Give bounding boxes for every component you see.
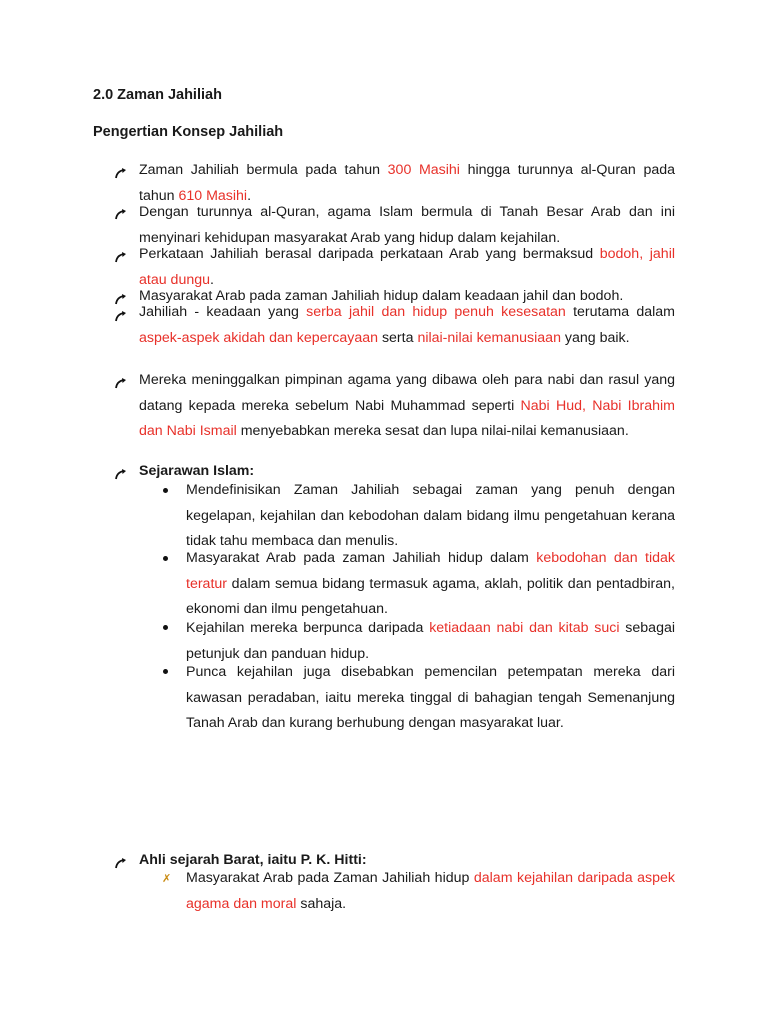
text-run: Zaman Jahiliah bermula pada tahun: [139, 162, 388, 178]
curved-arrow-icon: [114, 856, 128, 870]
text-run: serta: [378, 329, 418, 346]
text-run: dalam semua bidang termasuk agama, aklah, politik dan pentadbiran, ekonomi dan ilmu pengetahuan.: [186, 575, 675, 617]
text-run: .: [247, 187, 252, 204]
sub-list-item: [186, 478, 675, 555]
text-run: hingga turunnya al-Quran pada tahun: [139, 162, 675, 204]
text-run: menyebabkan mereka sesat dan lupa nilai-nilai kemanusiaan.: [236, 423, 629, 439]
text-run: terutama dalam: [565, 304, 676, 320]
text-run: .: [210, 271, 214, 288]
curved-arrow-icon: [114, 207, 128, 221]
highlighted-text: ketiadaan nabi dan kitab suci: [429, 620, 620, 636]
curved-arrow-icon: [114, 292, 128, 306]
list-item: [139, 368, 675, 445]
text-run: Ahli sejarah Barat, iaitu P. K. Hitti:: [139, 852, 367, 868]
text-run: Masyarakat Arab pada Zaman Jahiliah hidup: [186, 870, 474, 886]
text-run: sebagai petunjuk dan panduan hidup.: [186, 620, 676, 662]
highlighted-text: 300 Masihi: [387, 162, 460, 178]
text-run: sahaja.: [296, 895, 347, 912]
curved-arrow-icon: [114, 166, 128, 180]
text-run: Jahiliah - keadaan yang: [139, 304, 307, 320]
text-run: Masyarakat Arab pada zaman Jahiliah hidup dalam: [186, 550, 537, 566]
highlighted-text: serba jahil dan hidup penuh kesesatan: [306, 304, 566, 320]
text-run: Mendefinisikan Zaman Jahiliah sebagai zaman yang penuh dengan kegelapan, kejahilan dan kebodohan dalam bidang ilmu pengetahuan kerana tidak tahu membaca dan menulis.: [186, 482, 675, 549]
dot-bullet-icon: [163, 669, 168, 674]
text-run: Mereka meninggalkan pimpinan agama yang dibawa oleh para nabi dan rasul yang datang kepada mereka sebelum Nabi Muhammad seperti: [139, 372, 675, 414]
section-heading: 2.0 Zaman Jahiliah: [93, 87, 222, 103]
sub-list-item: [186, 546, 675, 623]
text-run: Sejarawan Islam:: [139, 463, 255, 479]
list-item: [139, 300, 675, 351]
star-bullet-icon: ✗: [162, 873, 172, 885]
sub-list-item: [186, 866, 675, 917]
curved-arrow-icon: [114, 376, 128, 390]
curved-arrow-icon: [114, 309, 128, 323]
text-run: Kejahilan mereka berpunca daripada: [186, 620, 430, 636]
highlighted-text: dalam kejahilan daripada aspek agama dan moral: [186, 870, 675, 912]
highlighted-text: nilai-nilai kemanusiaan: [417, 329, 561, 346]
sub-list-item: [186, 660, 675, 737]
curved-arrow-icon: [114, 250, 128, 264]
highlighted-text: bodoh, jahil atau dungu: [139, 246, 676, 288]
text-run: Dengan turunnya al-Quran, agama Islam bermula di Tanah Besar Arab dan ini menyinari kehidupan masyarakat Arab yang hidup dalam kejahilan.: [139, 204, 675, 246]
text-run: yang baik.: [560, 329, 630, 346]
curved-arrow-icon: [114, 467, 128, 481]
dot-bullet-icon: [163, 625, 168, 630]
subsection-heading: Pengertian Konsep Jahiliah: [93, 124, 284, 140]
highlighted-text: Nabi Hud, Nabi Ibrahim dan Nabi Ismail: [139, 397, 675, 439]
text-run: Masyarakat Arab pada zaman Jahiliah hidup dalam keadaan jahil dan bodoh.: [139, 288, 624, 304]
text-run: Punca kejahilan juga disebabkan pemencilan petempatan mereka dari kawasan peradaban, iaitu mereka tinggal di bahagian tengah Semenanjung Tanah Arab dan kurang berhubung dengan masyarakat luar.: [186, 664, 675, 731]
highlighted-text: aspek-aspek akidah dan kepercayaan: [139, 329, 378, 346]
dot-bullet-icon: [163, 556, 168, 561]
text-run: Perkataan Jahiliah berasal daripada perkataan Arab yang bermaksud: [139, 246, 600, 262]
dot-bullet-icon: [163, 488, 168, 493]
highlighted-text: 610 Masihi: [178, 187, 248, 204]
highlighted-text: kebodohan dan tidak teratur: [186, 550, 675, 592]
